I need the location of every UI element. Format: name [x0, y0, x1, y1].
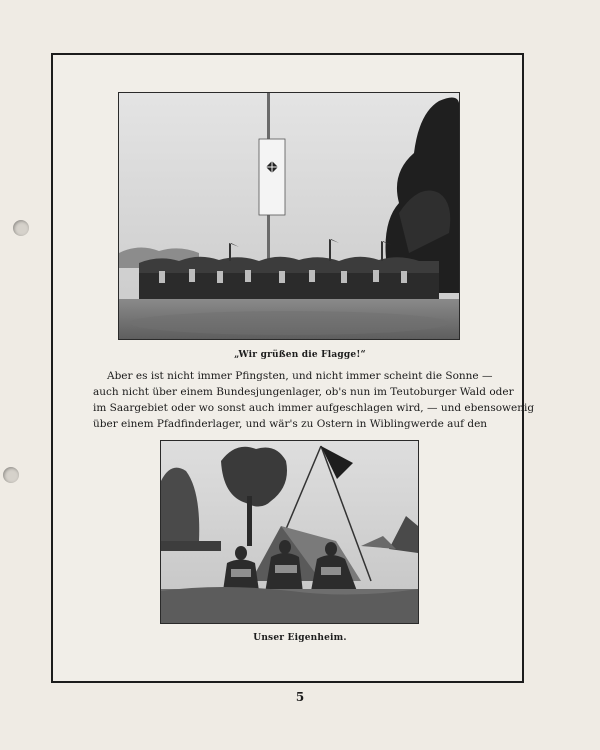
photo-flag-ceremony: [118, 92, 460, 340]
body-text: [93, 368, 535, 432]
page-number: 5: [295, 690, 305, 704]
body-line-3: im Saargebiet oder wo sonst auch immer aufgeschlagen wird, — und ebensowenig: [93, 402, 535, 414]
punch-hole-bottom: [3, 467, 19, 483]
body-line-1: Aber es ist nicht immer Pfingsten, und nicht immer scheint die Sonne —: [107, 370, 493, 382]
photo-tent-camp: [160, 440, 419, 624]
punch-hole-top: [13, 220, 29, 236]
photo-caption-flag: „Wir grüßen die Flagge!“: [234, 350, 366, 360]
photo-caption-tent: Unser Eigenheim.: [253, 633, 347, 643]
body-line-4: über einem Pfadfinderlager, und wär's zu Ostern in Wiblingwerde auf den: [93, 418, 488, 430]
body-line-2: auch nicht über einem Bundesjungenlager, ob's nun im Teutoburger Wald oder: [93, 386, 514, 398]
